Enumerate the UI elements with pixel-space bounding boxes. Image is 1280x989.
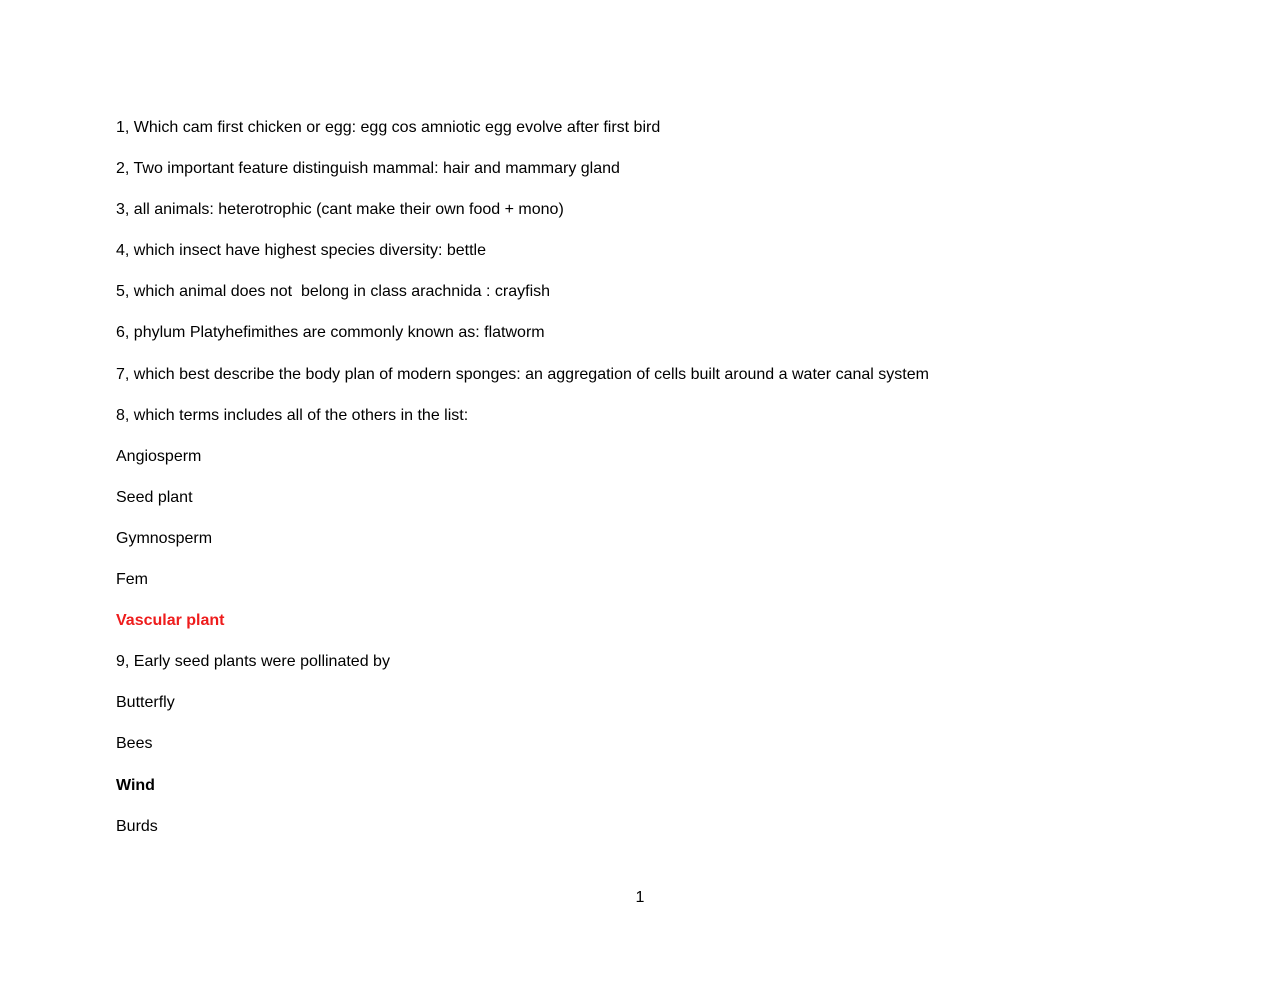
document-body [116,115,1176,855]
question-5: 5, which animal does not belong in class arachnida : crayfish [116,283,551,301]
question-8: 8, which terms includes all of the others in the list: [116,406,469,424]
question-4: 4, which insect have highest species diversity: bettle [116,242,486,260]
option-bees: Bees [116,735,153,753]
question-6: 6, phylum Platyhefimithes are commonly known as: flatworm [116,324,545,342]
option-burds: Burds [116,817,158,835]
option-butterfly: Butterfly [116,694,175,712]
question-3: 3, all animals: heterotrophic (cant make their own food + mono) [116,201,564,219]
option-angiosperm: Angiosperm [116,447,202,465]
question-1: 1, Which cam first chicken or egg: egg cos amniotic egg evolve after first bird [116,119,661,136]
option-gymnosperm: Gymnosperm [116,529,213,547]
question-7: 7, which best describe the body plan of modern sponges: an aggregation of cells built around a water canal system [116,365,929,383]
page-number: 1 [635,889,645,906]
option-fem: Fem [116,571,148,589]
question-9: 9, Early seed plants were pollinated by [116,653,390,671]
option-seed-plant: Seed plant [116,488,193,506]
answer-vascular-plant: Vascular plant [116,612,225,630]
answer-wind: Wind [116,776,155,794]
question-2: 2, Two important feature distinguish mammal: hair and mammary gland [116,160,620,178]
